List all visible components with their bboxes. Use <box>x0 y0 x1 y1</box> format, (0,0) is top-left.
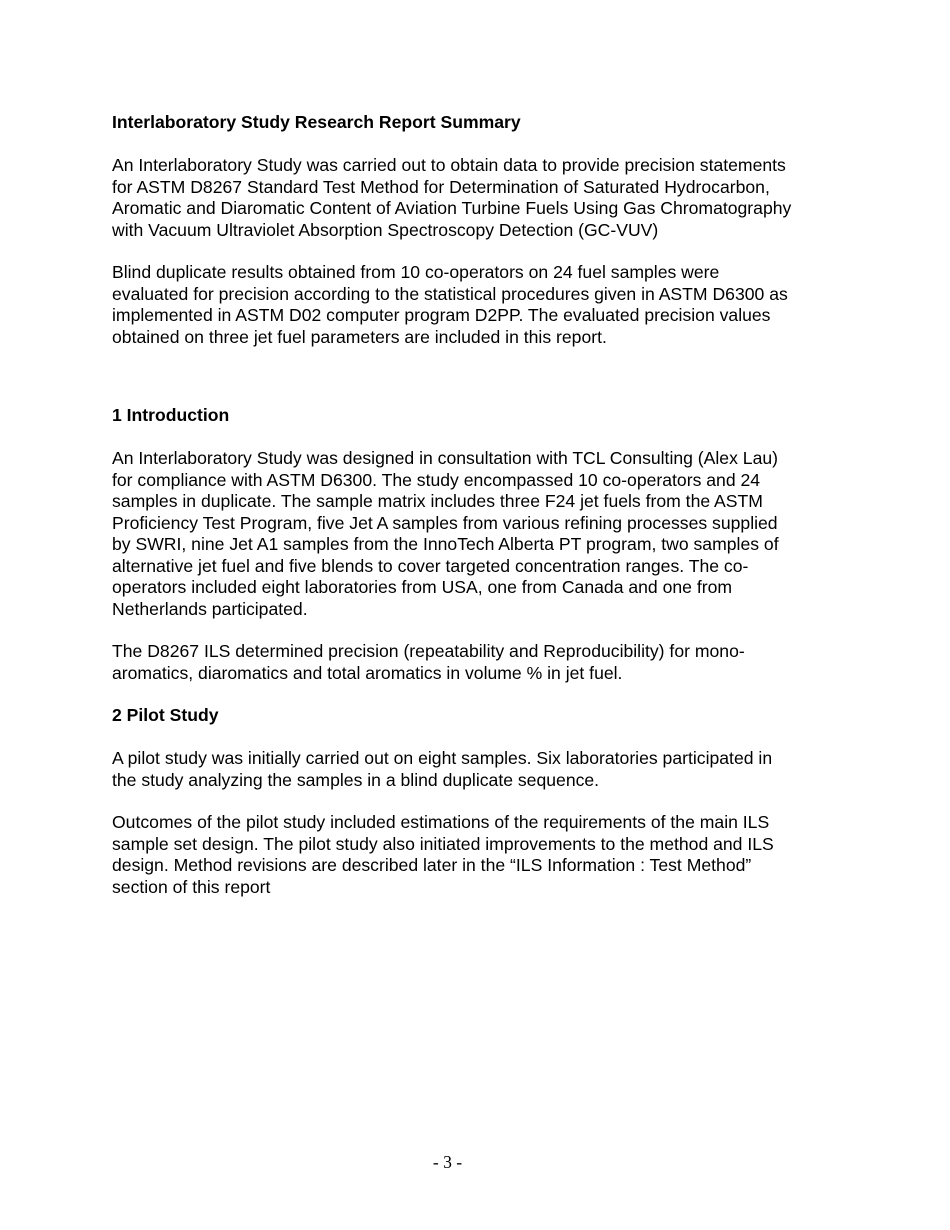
paragraph-line: implemented in ASTM D02 computer program D2PP. The evaluated precision values <box>112 305 771 325</box>
paragraph-line: Proficiency Test Program, five Jet A samples from various refining processes supplied <box>112 512 778 533</box>
paragraph-line: alternative jet fuel and five blends to cover targeted concentration ranges. The co- <box>112 555 749 576</box>
paragraph-line: Blind duplicate results obtained from 10 co-operators on 24 fuel samples were <box>112 262 720 282</box>
paragraph-line: obtained on three jet fuel parameters are included in this report. <box>112 326 607 347</box>
paragraph-line: operators included eight laboratories from USA, one from Canada and one from <box>112 577 733 597</box>
paragraph-line: the study analyzing the samples in a blind duplicate sequence. <box>112 769 600 790</box>
paragraph-line: An Interlaboratory Study was carried out to obtain data to provide precision statements <box>112 155 786 175</box>
paragraph-line: samples in duplicate. The sample matrix includes three F24 jet fuels from the ASTM <box>112 491 763 511</box>
paragraph-line: section of this report <box>112 876 271 897</box>
page-number: - 3 - <box>432 1152 463 1172</box>
paragraph-line: An Interlaboratory Study was designed in consultation with TCL Consulting (Alex Lau) <box>112 448 778 468</box>
paragraph-line: A pilot study was initially carried out on eight samples. Six laboratories participated in <box>112 748 773 768</box>
paragraph-line: by SWRI, nine Jet A1 samples from the InnoTech Alberta PT program, two samples of <box>112 534 779 554</box>
paragraph-line: evaluated for precision according to the statistical procedures given in ASTM D6300 as <box>112 283 788 304</box>
paragraph-line: design. Method revisions are described later in the “ILS Information : Test Method” <box>112 855 752 875</box>
paragraph-line: Aromatic and Diaromatic Content of Aviation Turbine Fuels Using Gas Chromatography <box>112 198 792 218</box>
paragraph-line: Outcomes of the pilot study included estimations of the requirements of the main ILS <box>112 812 770 832</box>
paragraph-line: sample set design. The pilot study also initiated improvements to the method and ILS <box>112 833 774 854</box>
intro-heading: 1 Introduction <box>112 405 230 425</box>
paragraph-line: for compliance with ASTM D6300. The study encompassed 10 co-operators and 24 <box>112 469 761 490</box>
paragraph-line: aromatics, diaromatics and total aromatics in volume % in jet fuel. <box>112 662 623 683</box>
paragraph-line: Netherlands participated. <box>112 598 308 619</box>
paragraph-line: with Vacuum Ultraviolet Absorption Spectroscopy Detection (GC-VUV) <box>112 219 659 240</box>
pilot-heading: 2 Pilot Study <box>112 705 219 725</box>
paragraph-line: The D8267 ILS determined precision (repeatability and Reproducibility) for mono- <box>112 641 745 661</box>
summary-heading: Interlaboratory Study Research Report Summary <box>112 112 521 132</box>
paragraph-line: for ASTM D8267 Standard Test Method for Determination of Saturated Hydrocarbon, <box>112 176 770 197</box>
